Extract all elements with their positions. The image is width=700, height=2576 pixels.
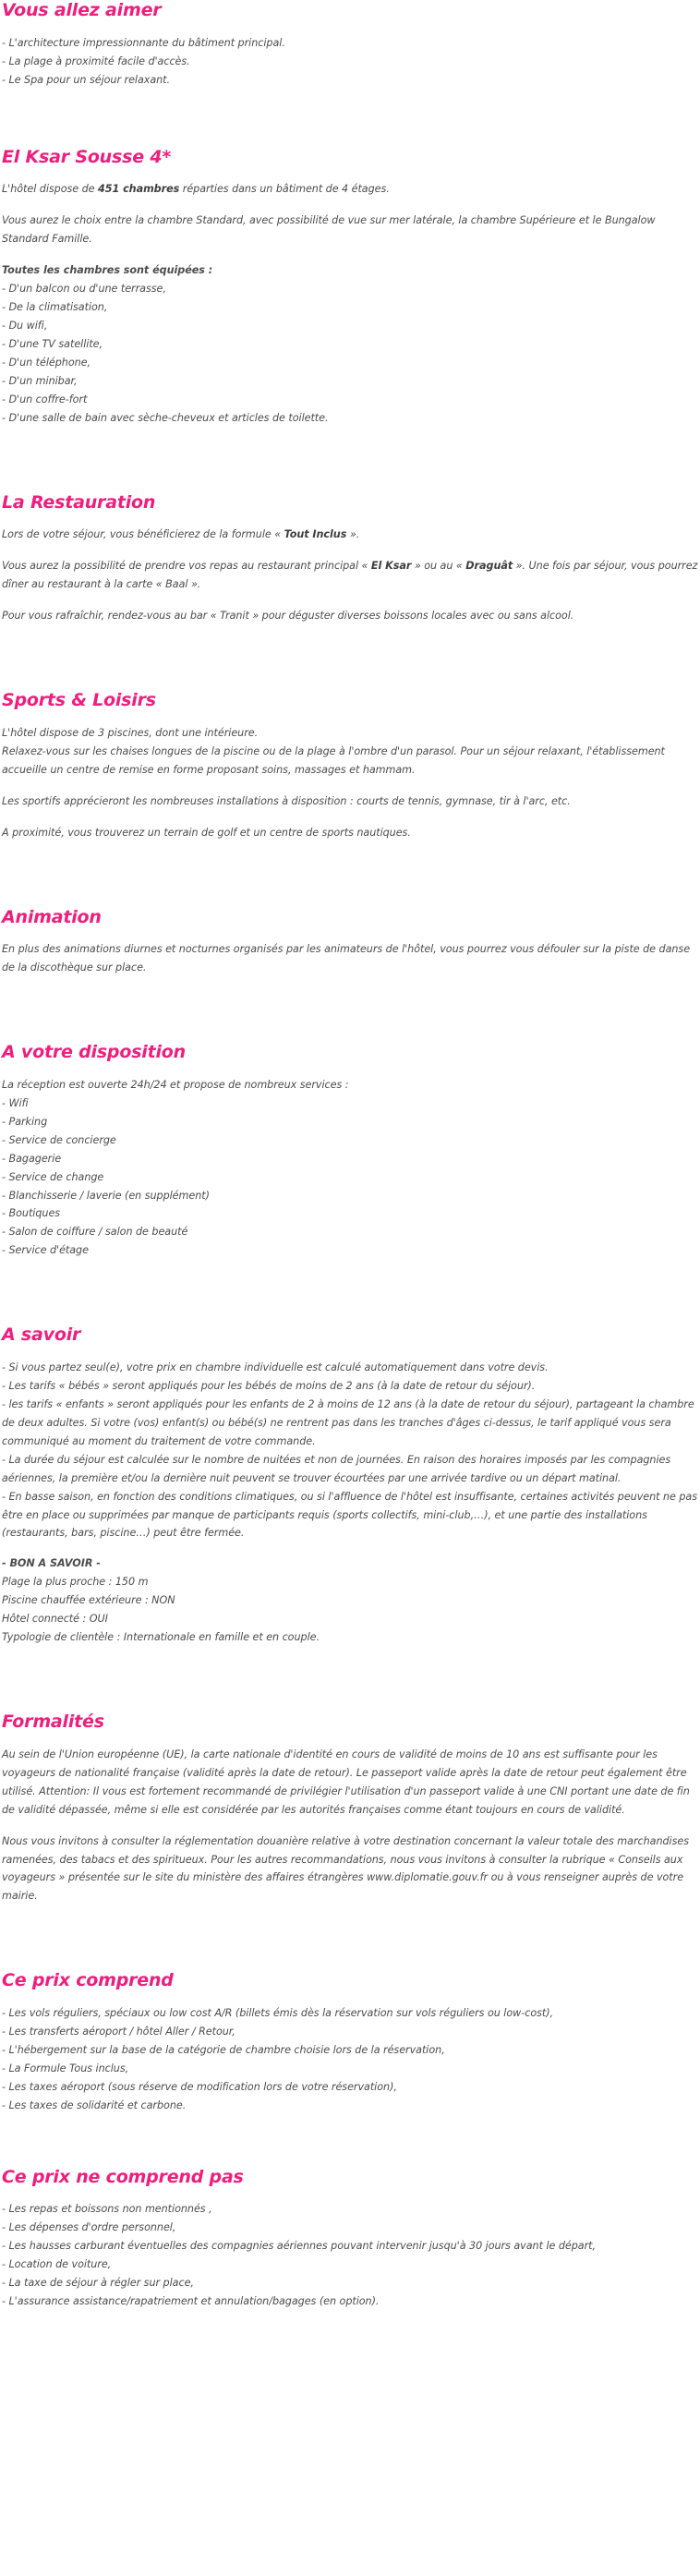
sports-pools-paragraph: L'hôtel dispose de 3 piscines, dont une intérieure. (2, 726, 259, 739)
list-item: - La Formule Tous inclus, (2, 2062, 129, 2074)
excluded-list (2, 2200, 698, 2311)
section-vous-allez-aimer (2, 0, 698, 90)
list-item: - L'assurance assistance/rapatriement et annulation/bagages (en option). (2, 2295, 380, 2308)
section-hotel (2, 147, 698, 428)
list-item: - Les transferts aéroport / hôtel Aller / Retour, (2, 2026, 235, 2038)
list-item: - La durée du séjour est calculée sur le nombre de nuitées et non de journées. En raison des horaires imposés par les compagnies aériennes, la première et/ou la dernière nuit peuvent se trouver écourtées par une arrivée tardive ou un départ matinal. (2, 1453, 671, 1484)
spacer (2, 1014, 698, 1042)
spacer (2, 1297, 698, 1324)
section-title-restauration: La Restauration (2, 491, 156, 513)
formula-name: Tout Inclus (284, 528, 347, 541)
spacer (2, 1542, 698, 1554)
sports-nearby-paragraph: A proximité, vous trouverez un terrain de golf et un centre de sports nautiques. (2, 826, 411, 839)
sports-facilities-paragraph: Les sportifs apprécieront les nombreuses installations à disposition : courts de tennis, gymnase, tir à l'arc, etc. (2, 794, 571, 807)
a-savoir-list (2, 1359, 698, 1542)
list-item: - Bagagerie (2, 1152, 62, 1165)
highlights-list (2, 34, 698, 90)
section-formalites (2, 1711, 698, 1905)
spacer (2, 1942, 698, 1970)
restaurants-before: Vous aurez la possibilité de prendre vos repas au restaurant principal « (2, 560, 371, 573)
list-item: - les tarifs « enfants » seront appliqués pour les enfants de 2 à moins de 12 ans (à la date de retour du séjour), partageant la chambre de deux adultes. Si votre (vos) enfant(s) ou bébé(s) ne rentrent pas dans les tranches d'âges ci-dessus, le tarif appliqué vous sera communiqué au moment du traitement de votre commande. (2, 1397, 694, 1447)
spacer (2, 2147, 698, 2167)
formalites-paragraph-2: Nous vous invitons à consulter la réglementation douanière relative à votre destination concernant la valeur totale des marchandises ramenées, des tabacs et des spiritueux. Pour les autres recommandations, nous vous invitons à consulter la rubrique « Conseils aux voyageurs » présentée sur le site du ministère des affaires étrangères www.diplomatie.gouv.fr ou à vous renseigner auprès de votre mairie. (2, 1834, 689, 1903)
list-item: - Parking (2, 1115, 48, 1128)
section-title-ce-prix-ne-comprend-pas: Ce prix ne comprend pas (2, 2166, 244, 2187)
section-title-ce-prix-comprend: Ce prix comprend (2, 1970, 174, 1991)
section-title-vous-allez-aimer: Vous allez aimer (2, 0, 162, 20)
section-a-votre-disposition (2, 1042, 698, 1260)
list-item: Piscine chauffée extérieure : NON (2, 1594, 175, 1607)
list-item: - Les dépenses d'ordre personnel, (2, 2221, 176, 2234)
restauration-formula-paragraph (2, 526, 698, 544)
section-animation (2, 907, 698, 978)
section-ce-prix-ne-comprend-pas (2, 2167, 698, 2311)
list-item: Hôtel connecté : OUI (2, 1613, 108, 1626)
list-item: Typologie de clientèle : Internationale en famille et en couple. (2, 1631, 320, 1644)
list-item: - Le Spa pour un séjour relaxant. (2, 73, 171, 86)
restaurant-name-1: El Ksar (370, 560, 412, 573)
list-item: - D'un balcon ou d'une terrasse, (2, 283, 166, 296)
list-item: - En basse saison, en fonction des conditions climatiques, ou si l'affluence de l'hôtel est insuffisante, certaines activités peuvent ne pas être en place ou supprimées par manque de participants requis (sports collectifs, mini-club,…), et une partie des installations (restaurants, bars, piscine…) peut être fermée. (2, 1490, 698, 1540)
section-sports-loisirs (2, 690, 698, 841)
section-title-a-votre-disposition: A votre disposition (2, 1042, 186, 1063)
section-title-a-savoir: A savoir (2, 1324, 81, 1346)
spacer (2, 465, 698, 492)
list-item: - D'une salle de bain avec sèche-cheveux et articles de toilette. (2, 411, 329, 424)
list-item: - Les vols réguliers, spéciaux ou low cost A/R (billets émis dès la réservation sur vols réguliers ou low-cost), (2, 2007, 554, 2020)
spacer (2, 127, 698, 147)
formula-before: Lors de votre séjour, vous bénéficierez de la formule « (2, 528, 284, 541)
equipment-list (2, 280, 698, 428)
section-title-animation: Animation (2, 906, 102, 927)
list-item: - D'un minibar, (2, 374, 78, 387)
list-item: - D'une TV satellite, (2, 337, 103, 350)
list-item: - Les taxes aéroport (sous réserve de modification lors de votre réservation), (2, 2080, 397, 2093)
list-item: - Service de change (2, 1170, 104, 1183)
section-title-formalites: Formalités (2, 1711, 104, 1733)
list-item: - Les hausses carburant éventuelles des compagnies aériennes pouvant intervenir jusqu'à 30 jours avant le départ, (2, 2240, 596, 2253)
list-item: Plage la plus proche : 150 m (2, 1576, 149, 1589)
list-item: - Les repas et boissons non mentionnés , (2, 2203, 212, 2216)
hotel-intro-after: réparties dans un bâtiment de 4 étages. (179, 183, 390, 196)
list-item: - Boutiques (2, 1207, 61, 1220)
list-item: - La plage à proximité facile d'accès. (2, 54, 190, 67)
list-item: - Du wifi, (2, 319, 48, 332)
hotel-room-types-paragraph: Vous aurez le choix entre la chambre Standard, avec possibilité de vue sur mer latérale, la chambre Supérieure et le Bungalow Standard Famille. (2, 214, 656, 246)
hotel-intro-paragraph (2, 180, 698, 199)
list-item: - D'un téléphone, (2, 356, 91, 369)
formula-after: ». (346, 528, 360, 541)
list-item: - Les tarifs « bébés » seront appliqués pour les bébés de moins de 2 ans (à la date de retour du séjour). (2, 1379, 536, 1392)
restaurants-mid: » ou au « (411, 560, 466, 573)
section-title-sports-loisirs: Sports & Loisirs (2, 690, 156, 711)
bon-a-savoir-title: - BON A SAVOIR - (2, 1557, 101, 1570)
formalites-paragraph-1: Au sein de l'Union européenne (UE), la carte nationale d'identité en cours de validité de moins de 10 ans est suffisante pour les voyageurs de nationalité française (validité après la date de retour). Le passeport valide après la date de retour peut également être utilisé. Attention: Il vous est fortement recommandé de privilégier l'utilisation d'un passeport valide à une CNI portant une date de fin de validité dépassée, même si elle est considérée par les autorités françaises comme étant toujours en cours de validité. (2, 1748, 690, 1816)
restauration-bar-paragraph: Pour vous rafraîchir, rendez-vous au bar « Tranit » pour déguster diverses boissons locales avec ou sans alcool. (2, 610, 574, 623)
restaurants-after: ». Une fois par séjour, vous pourrez dîner au restaurant à la carte « Baal ». (2, 560, 698, 591)
spacer (2, 1684, 698, 1711)
reception-lead-text: La réception est ouverte 24h/24 et propose de nombreux services : (2, 1078, 349, 1091)
services-list (2, 1094, 698, 1260)
hotel-room-count: 451 chambres (98, 183, 180, 196)
list-item: - Blanchisserie / laverie (en supplément) (2, 1189, 210, 1202)
list-item: - Salon de coiffure / salon de beauté (2, 1226, 188, 1239)
section-a-savoir (2, 1324, 698, 1647)
spacer (2, 879, 698, 907)
restauration-restaurants-paragraph (2, 557, 698, 594)
list-item: - D'un coffre-fort (2, 393, 88, 405)
equipment-list-title: Toutes les chambres sont équipées : (2, 264, 213, 277)
spacer (2, 662, 698, 690)
list-item: - De la climatisation, (2, 301, 108, 313)
list-item: - L'architecture impressionnante du bâtiment principal. (2, 36, 285, 49)
list-item: - Location de voiture, (2, 2258, 112, 2271)
list-item: - Les taxes de solidarité et carbone. (2, 2098, 187, 2111)
list-item: - L'hébergement sur la base de la catégorie de chambre choisie lors de la réservation, (2, 2043, 445, 2056)
bon-a-savoir-list (2, 1573, 698, 1647)
list-item: - Service de concierge (2, 1133, 116, 1146)
section-restauration (2, 492, 698, 626)
restaurant-name-2: Draguât (465, 560, 513, 573)
sports-relax-paragraph: Relaxez-vous sur les chaises longues de la piscine ou de la plage à l'ombre d'un parasol. Pour un séjour relaxant, l'établissement accueille un centre de remise en forme proposant soins, massages et hammam. (2, 744, 665, 776)
list-item: - Wifi (2, 1096, 29, 1109)
list-item: - Si vous partez seul(e), votre prix en chambre individuelle est calculé automatiquement dans votre devis. (2, 1361, 549, 1373)
hotel-intro-before: L'hôtel dispose de (2, 183, 99, 196)
section-ce-prix-comprend (2, 1970, 698, 2114)
list-item: - Service d'étage (2, 1244, 89, 1257)
included-list (2, 2004, 698, 2115)
section-title-hotel: El Ksar Sousse 4* (2, 146, 172, 167)
animation-paragraph: En plus des animations diurnes et nocturnes organisés par les animateurs de l'hôtel, vous pourrez vous défouler sur la piste de danse de la discothèque sur place. (2, 943, 691, 974)
list-item: - La taxe de séjour à régler sur place, (2, 2277, 194, 2290)
